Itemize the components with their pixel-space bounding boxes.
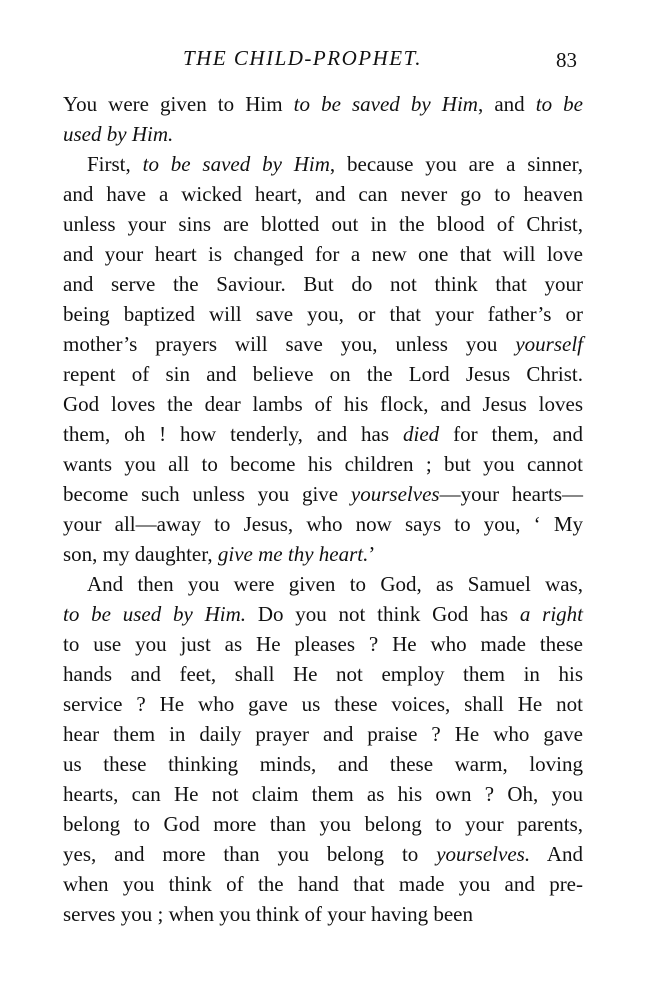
- text-line: [63, 719, 583, 749]
- italic-text: yourself: [515, 332, 583, 356]
- text-run: God loves the dear lambs of his flock, and Jesus loves: [63, 392, 583, 416]
- text-run: yes, and more than you belong to: [63, 842, 437, 866]
- italic-text: to be saved by Him: [142, 152, 330, 176]
- text-line: [63, 479, 583, 509]
- text-line: [63, 209, 583, 239]
- text-run: them, oh ! how tenderly, and has: [63, 422, 403, 446]
- text-run: unless your sins are blotted out in the blood of Christ,: [63, 212, 583, 236]
- text-run: , and: [477, 92, 536, 116]
- text-line: [63, 689, 583, 719]
- text-run: mother’s prayers will save you, unless you: [63, 332, 516, 356]
- text-line: [63, 839, 583, 869]
- text-run: us these thinking minds, and these warm, loving: [63, 752, 583, 776]
- body-text: [63, 89, 583, 929]
- paragraph: [63, 89, 583, 149]
- text-run: , because you are a sinner,: [329, 152, 583, 176]
- italic-text: yourselves: [350, 482, 440, 506]
- text-line: [63, 179, 583, 209]
- italic-text: to be: [535, 92, 583, 116]
- text-line: [63, 749, 583, 779]
- text-run: You were given to Him: [63, 92, 294, 116]
- text-run: hear them in daily prayer and praise ? He who gave: [63, 722, 583, 746]
- italic-text: to be used by Him.: [63, 602, 247, 626]
- text-line: [63, 89, 583, 119]
- text-run: when you think of the hand that made you and pre-: [63, 872, 583, 896]
- text-line: [63, 569, 583, 599]
- italic-text: used by Him.: [63, 122, 174, 146]
- text-run: And: [530, 842, 583, 866]
- text-run: for them, and: [439, 422, 584, 446]
- text-run: Do you not think God has: [246, 602, 520, 626]
- text-run: become such unless you give: [63, 482, 351, 506]
- italic-text: died: [402, 422, 440, 446]
- text-run: wants you all to become his children ; but you cannot: [63, 452, 583, 476]
- running-title: THE CHILD-PROPHET.: [183, 46, 422, 70]
- text-run: your all—away to Jesus, who now says to you, ‘ My: [63, 512, 583, 536]
- text-line: [63, 119, 583, 149]
- text-line: [63, 539, 583, 569]
- text-line: [63, 269, 583, 299]
- text-line: [63, 599, 583, 629]
- text-run: son, my daughter,: [63, 542, 218, 566]
- text-line: [63, 299, 583, 329]
- text-line: [63, 329, 583, 359]
- text-line: [63, 449, 583, 479]
- text-line: [63, 239, 583, 269]
- text-line: [63, 509, 583, 539]
- text-line: [63, 629, 583, 659]
- italic-text: to be saved by Him: [293, 92, 478, 116]
- text-run: hands and feet, shall He not employ them in his: [63, 662, 583, 686]
- text-run: —your hearts—: [439, 482, 583, 506]
- page-number: 83: [556, 48, 577, 72]
- page-header: [183, 46, 603, 76]
- text-run: serves you ; when you think of your having been: [63, 902, 474, 926]
- paragraph: [63, 569, 583, 929]
- text-line: [63, 389, 583, 419]
- text-run: repent of sin and believe on the Lord Jesus Christ.: [63, 362, 583, 386]
- text-line: [63, 149, 583, 179]
- text-line: [63, 779, 583, 809]
- text-run: and have a wicked heart, and can never go to heaven: [63, 182, 583, 206]
- text-line: [63, 419, 583, 449]
- text-line: [63, 809, 583, 839]
- text-run: service ? He who gave us these voices, shall He not: [63, 692, 583, 716]
- text-run: to use you just as He pleases ? He who made these: [63, 632, 583, 656]
- text-run: ’: [368, 542, 376, 566]
- italic-text: a right: [519, 602, 584, 626]
- text-run: First,: [87, 152, 143, 176]
- text-run: and your heart is changed for a new one that will love: [63, 242, 583, 266]
- text-line: [63, 359, 583, 389]
- text-run: belong to God more than you belong to your parents,: [63, 812, 583, 836]
- italic-text: give me thy heart.: [217, 542, 369, 566]
- text-run: being baptized will save you, or that your father’s or: [63, 302, 583, 326]
- italic-text: yourselves.: [436, 842, 531, 866]
- text-run: hearts, can He not claim them as his own ? Oh, you: [63, 782, 583, 806]
- text-line: [63, 899, 583, 929]
- text-run: and serve the Saviour. But do not think that your: [63, 272, 583, 296]
- text-run: And then you were given to God, as Samuel was,: [87, 572, 583, 596]
- text-line: [63, 659, 583, 689]
- paragraph: [63, 149, 583, 569]
- text-line: [63, 869, 583, 899]
